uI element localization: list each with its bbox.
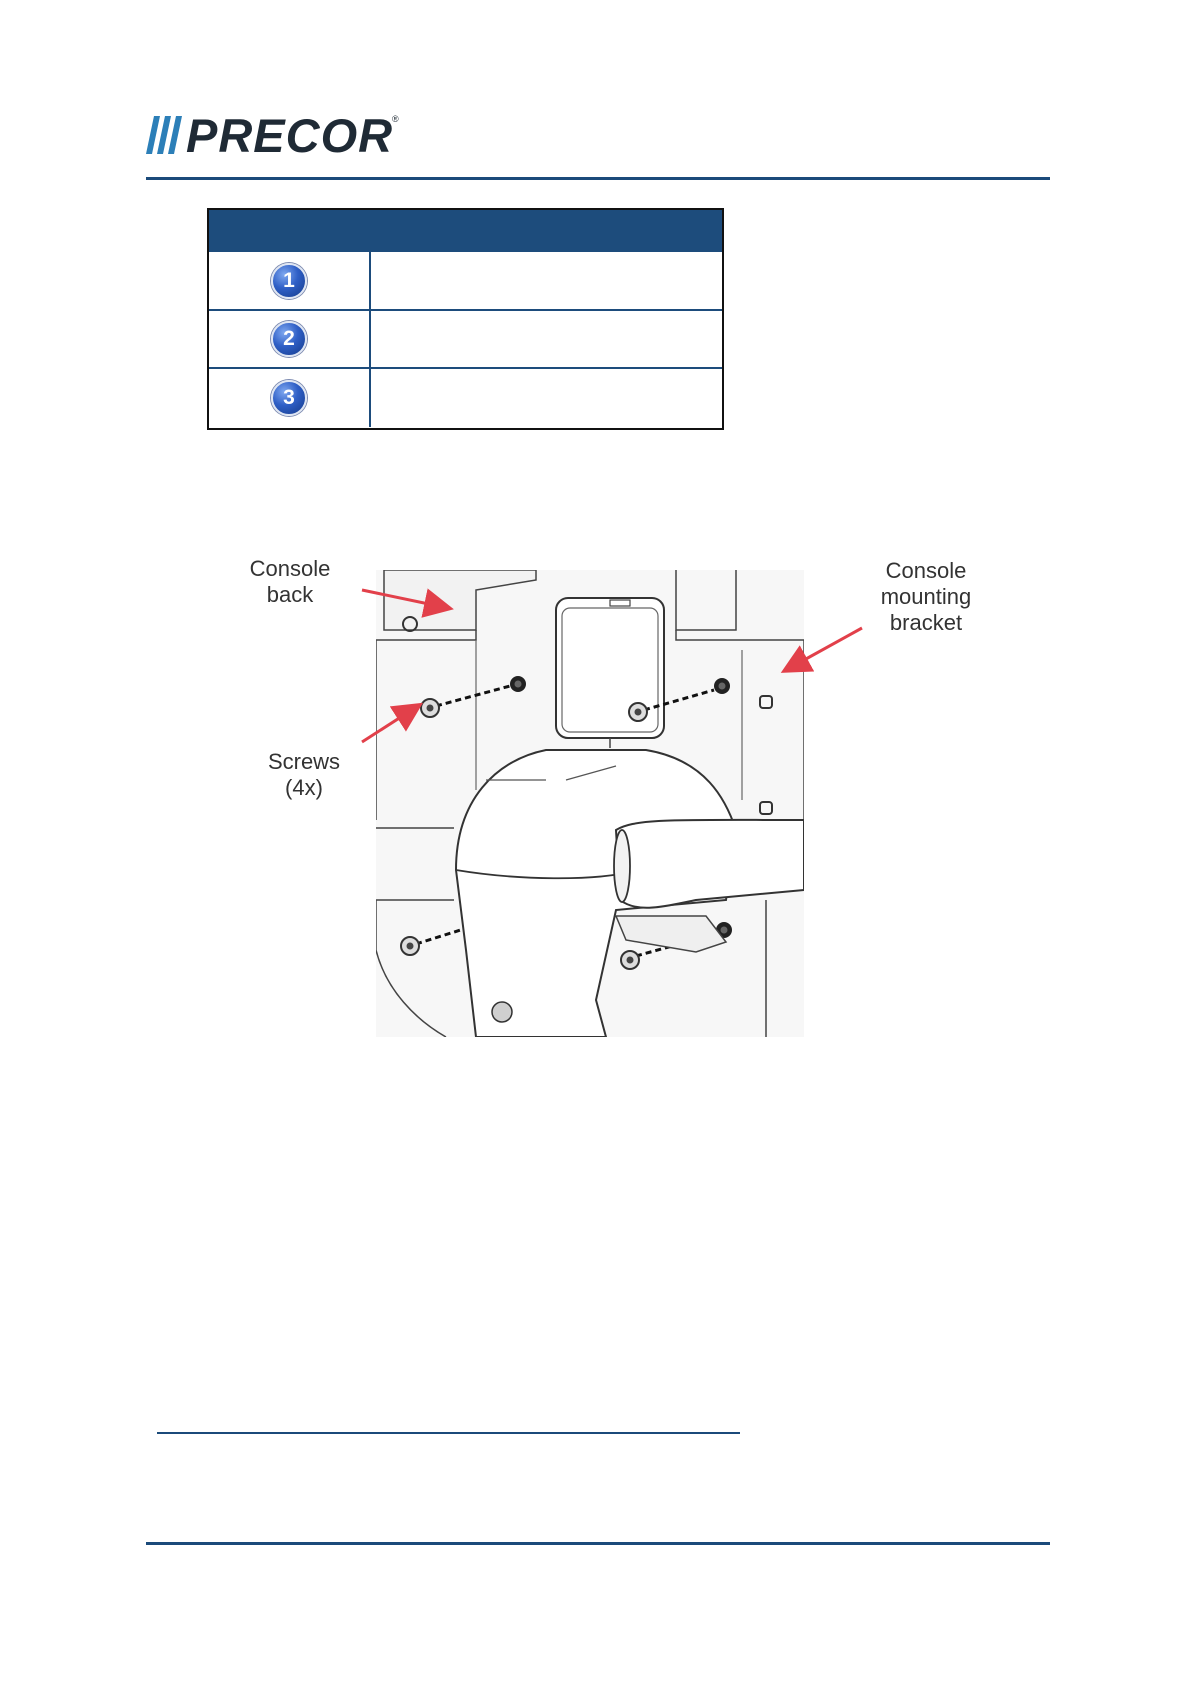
- callout-line: back: [266, 582, 314, 607]
- callout-line: Console: [249, 556, 331, 581]
- registered-mark: ®: [392, 114, 399, 124]
- callout-console-back: [240, 556, 340, 608]
- arrow-mounting-bracket: [786, 628, 862, 670]
- footer-rule: [146, 1542, 1050, 1545]
- arrow-console-back: [362, 590, 448, 608]
- number-badge-icon: 2: [271, 321, 307, 357]
- number-badge-icon: 3: [271, 380, 307, 416]
- callout-line: (4x): [285, 775, 323, 800]
- callout-screws: [254, 749, 354, 801]
- callout-line: Screws: [267, 749, 341, 774]
- arrow-screws: [362, 706, 418, 742]
- callout-line: mounting: [880, 584, 972, 609]
- number-badge-icon: 1: [271, 263, 307, 299]
- callout-line: Console: [885, 558, 967, 583]
- callout-mounting-bracket: [866, 558, 986, 636]
- callout-line: bracket: [889, 610, 963, 635]
- footnote-rule: [157, 1432, 740, 1434]
- logo-text: PRECOR: [186, 109, 394, 162]
